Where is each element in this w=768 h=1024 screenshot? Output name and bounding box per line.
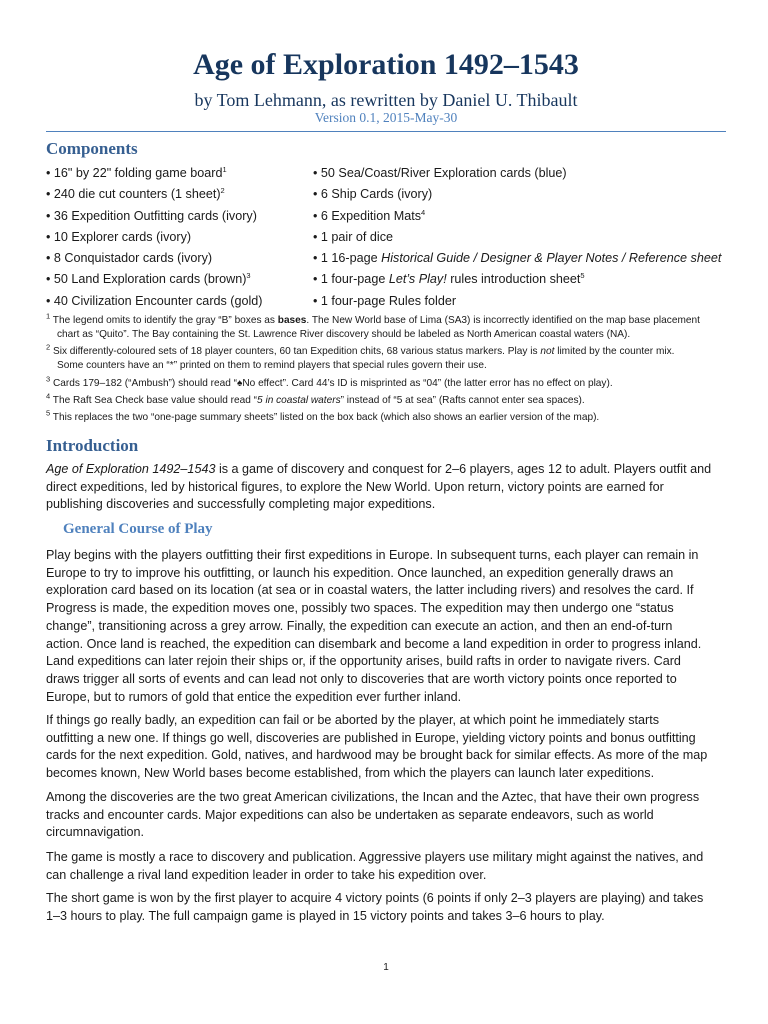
component-item: • 240 die cut counters (1 sheet)$^2$ (46, 186, 225, 202)
general-paragraph-3: Among the discoveries are the two great American civilizations, the Incan and the Aztec, that have their own progress tracks and encounter cards. Major expeditions can also be undertaken as separate endeavors, such as world circumnavigation. (46, 790, 700, 840)
components-list-right (313, 163, 721, 312)
component-item: • 36 Expedition Outfitting cards (ivory) (46, 208, 257, 223)
general-paragraph-2: If things go really badly, an expedition can fail or be aborted by the player, at which point he immediately starts outfitting a new one. If things go well, discoveries are published in Europe, yielding victory points and bonus outfitting cards for the next expedition. Gold, natives, and hardwood may be brought back for similar effects. As more of the map becomes known, New World bases become established, from which the players can launch later expeditions. (46, 713, 708, 781)
component-item: • 1 pair of dice (313, 229, 394, 244)
general-paragraph-5: The short game is won by the first player to acquire 4 victory points (6 points if only 2–3 players are playing) and takes 1–3 hours to play. The full campaign game is played in 15 victory points and takes 3–6 hours to play. (46, 891, 704, 923)
components-list-left (46, 163, 263, 312)
footnote-3: $^3$ Cards 179–182 (“Ambush”) should read “♠No effect”. Card 44’s ID is misprinted as “04” (the latter error has no effect on play). (46, 374, 613, 389)
component-item: • 16" by 22" folding game board$^1$ (46, 164, 227, 180)
component-item: • 40 Civilization Encounter cards (gold) (46, 293, 263, 308)
page-title: Age of Exploration 1492–1543 (193, 48, 579, 81)
footnote-1: $^1$ The legend omits to identify the gray “B” boxes as bases. The New World base of Lima (SA3) is incorrectly identified on the map base placement chart as “Quito”. The Bay containing the St. Lawrence River discovery should be labeled as North American coastal waters (NA). (46, 311, 700, 340)
components-heading: Components (46, 139, 138, 158)
general-paragraph-1: Play begins with the players outfitting their first expeditions in Europe. In subsequent turns, each player can remain in Europe to try to improve his outfitting, or launch his expedition. Once launched, an expedition generally draws an exploration card based on its location (at sea or in coastal waters, the latter including rivers) and resolves the card. If Progress is made, the expedition moves one, possibly two spaces. The expedition may then undergo one “status change”, transitioning across a grey arrow. Finally, the expedition can execute an action, and then an end-of-turn action. Once land is reached, the expedition can disembark and become a land expedition in order to progress inland. Land expeditions can later rejoin their ships or, if the opportunity arises, build rafts in order to navigate rivers. Card draws trigger all sorts of events and can lead not only to discoveries that are worth victory points once reported to Europe, but to rumors of gold that entice the expedition ever further inland. (46, 548, 702, 704)
component-item: • 10 Explorer cards (ivory) (46, 229, 192, 244)
general-course-heading: General Course of Play (63, 521, 213, 537)
component-item: • 50 Land Exploration cards (brown)$^3$ (46, 271, 251, 287)
introduction-heading: Introduction (46, 436, 139, 455)
footnote-2: $^2$ Six differently-coloured sets of 18 player counters, 60 tan Expedition chits, 68 various status markers. Play is not limited by the counter mix. Some counters have an “*” printed on them to remind players that special rules govern their use. (46, 342, 675, 371)
footnote-5: $^5$ This replaces the two “one-page summary sheets” listed on the box back (which also shows an earlier version of the map). (46, 408, 600, 423)
title-divider (46, 131, 726, 132)
component-item: • 1 16-page Historical Guide / Designer & Player Notes / Reference sheet (313, 251, 722, 266)
page-subtitle: by Tom Lehmann, as rewritten by Daniel U. Thibault (194, 90, 578, 110)
introduction-paragraph: Age of Exploration 1492–1543 is a game of discovery and conquest for 2–6 players, ages 12 to adult. Players outfit and direct expeditions, led by historical figures, to explore the New World. Upon return, victory points are earned for publishing discoveries and successfully completing major expeditions. (46, 462, 712, 512)
component-item: • 8 Conquistador cards (ivory) (46, 251, 213, 266)
page-number: 1 (383, 962, 389, 973)
footnote-4: $^4$ The Raft Sea Check base value should read “5 in coastal waters” instead of “5 at sea” (Rafts cannot enter sea spaces). (46, 391, 585, 406)
component-item: • 6 Ship Cards (ivory) (313, 187, 433, 202)
component-item: • 50 Sea/Coast/River Exploration cards (blue) (313, 166, 567, 180)
component-item: • 1 four-page Rules folder (313, 293, 457, 308)
component-item: • 1 four-page Let’s Play! rules introduction sheet$^5$ (313, 271, 585, 287)
version-line: Version 0.1, 2015-May-30 (314, 110, 458, 125)
general-paragraph-4: The game is mostly a race to discovery and publication. Aggressive players use military might against the natives, and can challenge a rival land expedition leader in order to take his expedition over. (46, 850, 704, 882)
component-item: • 6 Expedition Mats$^4$ (313, 207, 426, 223)
